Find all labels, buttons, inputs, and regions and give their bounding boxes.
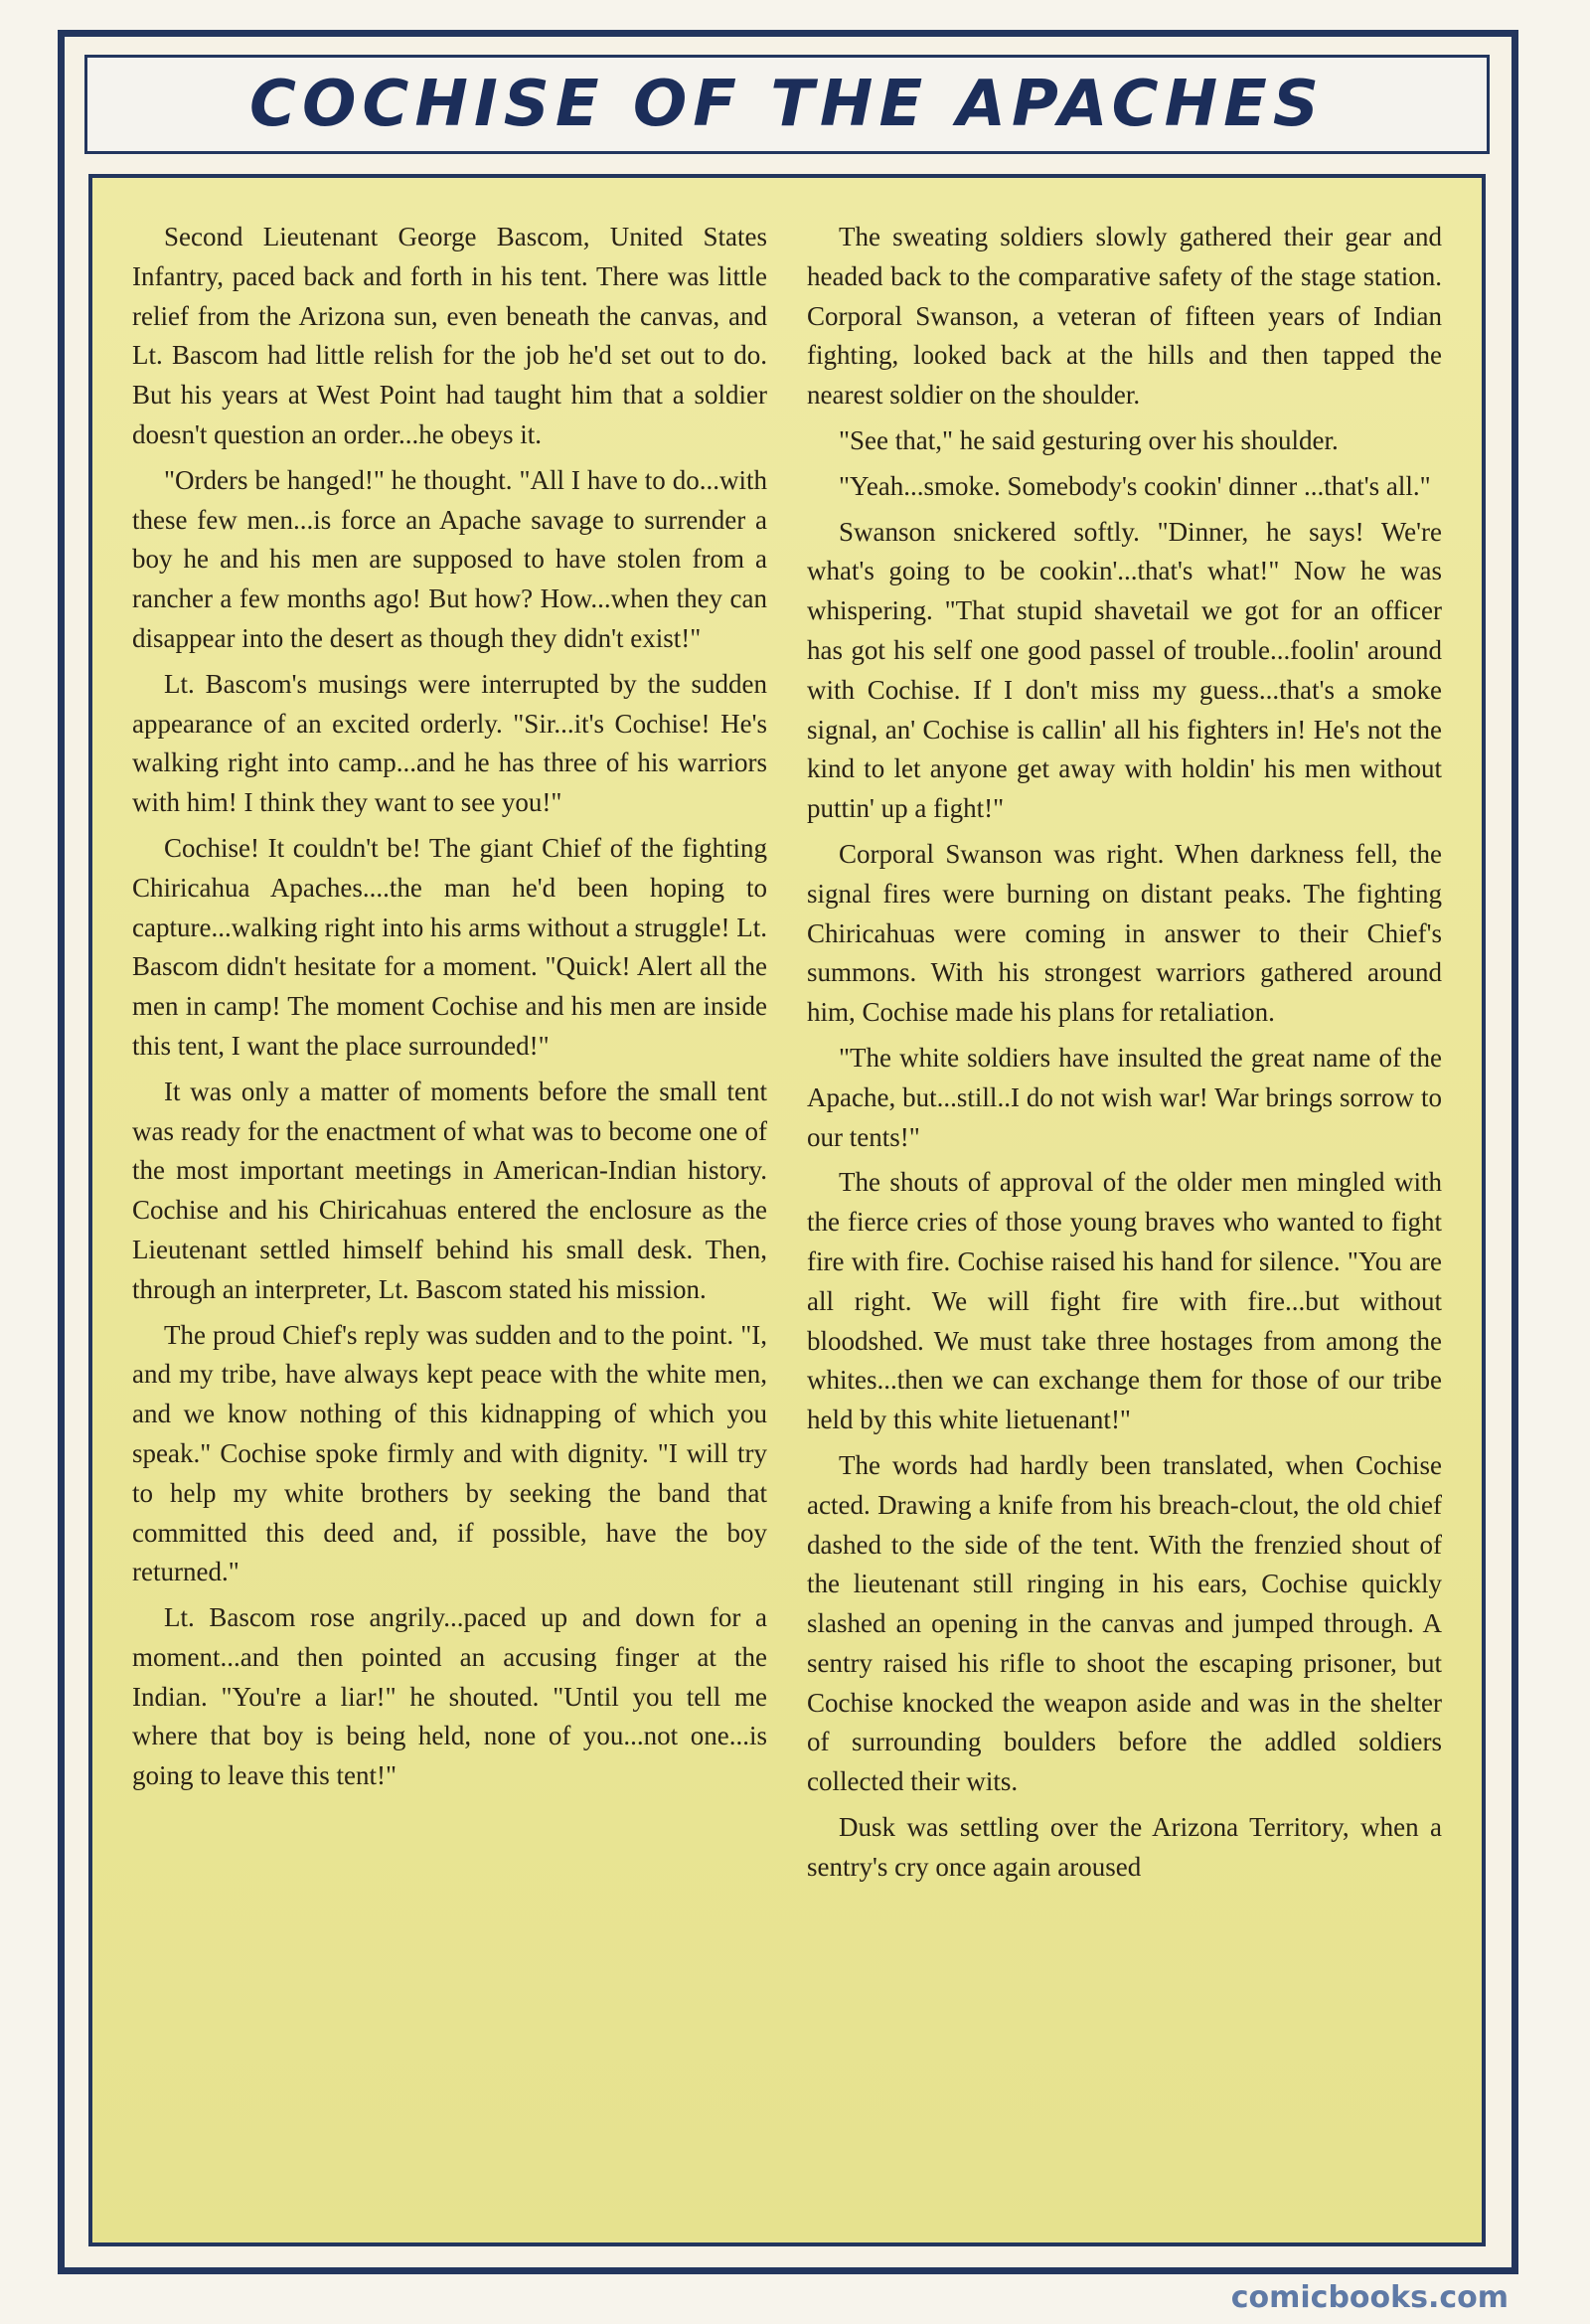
paragraph: The sweating soldiers slowly gathered their gear and headed back to the comparative safety of the stage station. Corporal Swanson, a veteran of fifteen years of Indian fighting, looked back at the hills and then tapped the nearest soldier on the shoulder.	[807, 222, 1442, 411]
page-title: COCHISE OF THE APACHES	[249, 68, 1325, 141]
paragraph: The proud Chief's reply was sudden and to the point. "I, and my tribe, have always kept peace with the white men, and we know nothing of this kidnapping of which you speak." Cochise spoke firmly and with dignity. "I will try to help my white brothers by seeking the band that committed this deed and, if possible, have the boy returned."	[132, 1319, 767, 1587]
story-text-panel	[88, 174, 1486, 2246]
footer	[58, 2279, 1518, 2315]
paragraph: "Orders be hanged!" he thought. "All I have to do...with these few men...is force an Apache savage to surrender a boy he and his men are supposed to have stolen from a rancher a few months ago! But how? How...when they can disappear into the desert as though they didn't exist!"	[132, 464, 767, 653]
watermark: comicbooks.com	[1230, 2279, 1509, 2315]
paragraph: "The white soldiers have insulted the great name of the Apache, but...still..I do not wish war! War brings sorrow to our tents!"	[807, 1042, 1442, 1152]
paragraph: Lt. Bascom's musings were interrupted by the sudden appearance of an excited orderly. "Sir...it's Cochise! He's walking right into camp...and he has three of his warriors with him! I think they want to see you!"	[132, 668, 767, 818]
right-column	[807, 218, 1442, 2233]
paragraph: "See that," he said gesturing over his shoulder.	[839, 424, 1339, 455]
paragraph: It was only a matter of moments before the small tent was ready for the enactment of what was to become one of the most important meetings in American-Indian history. Cochise and his Chiricahuas entered the enclosure as the Lieutenant settled himself behind his small desk. Then, through an interpreter, Lt. Bascom stated his mission.	[132, 1076, 767, 1304]
paragraph: Swanson snickered softly. "Dinner, he says! We're what's going to be cookin'...that's what!" Now he was whispering. "That stupid shavetail we got for an officer has got his self one good passel of trouble...foolin' around with Cochise. If I don't miss my guess...that's a smoke signal, an' Cochise is callin' all his fighters in! He's not the kind to let anyone get away with holdin' his men without puttin' up a fight!"	[807, 516, 1442, 824]
paragraph: The shouts of approval of the older men mingled with the fierce cries of those young braves who wanted to fight fire with fire. Cochise raised his hand for silence. "You are all right. We will fight fire with fire...but without bloodshed. We must take three hostages from among the whites...then we can exchange them for those of our tribe held by this white lietuenant!"	[807, 1167, 1442, 1435]
paragraph: Lt. Bascom rose angrily...paced up and down for a moment...and then pointed an accusing finger at the Indian. "You're a liar!" he shouted. "Until you tell me where that boy is being held, none of you...not one...is going to leave this tent!"	[132, 1602, 767, 1791]
title-banner	[84, 55, 1490, 154]
paragraph: Second Lieutenant George Bascom, United States Infantry, paced back and forth in his tent. There was little relief from the Arizona sun, even beneath the canvas, and Lt. Bascom had little relish for the job he'd set out to do. But his years at West Point had taught him that a soldier doesn't question an order...he obeys it.	[132, 222, 767, 449]
paragraph: Dusk was settling over the Arizona Territory, when a sentry's cry once again aroused	[807, 1812, 1442, 1882]
comic-text-page	[58, 30, 1518, 2274]
paragraph: Cochise! It couldn't be! The giant Chief of the fighting Chiricahua Apaches....the man he'd been hoping to capture...walking right into his arms without a struggle! Lt. Bascom didn't hesitate for a moment. "Quick! Alert all the men in camp! The moment Cochise and his men are inside this tent, I want the place surrounded!"	[132, 832, 767, 1061]
paragraph: Corporal Swanson was right. When darkness fell, the signal fires were burning on distant peaks. The fighting Chiricahuas were coming in answer to their Chief's summons. With his strongest warriors gathered around him, Cochise made his plans for retaliation.	[807, 838, 1442, 1028]
paragraph: "Yeah...smoke. Somebody's cookin' dinner ...that's all."	[839, 470, 1431, 501]
paragraph: The words had hardly been translated, when Cochise acted. Drawing a knife from his breach-clout, the old chief dashed to the side of the tent. With the frenzied shout of the lieutenant still ringing in his ears, Cochise quickly slashed an opening in the canvas and jumped through. A sentry raised his rifle to shoot the escaping prisoner, but Cochise knocked the weapon aside and was in the shelter of surrounding boulders before the addled soldiers collected their wits.	[807, 1449, 1442, 1797]
left-column	[132, 218, 767, 2233]
